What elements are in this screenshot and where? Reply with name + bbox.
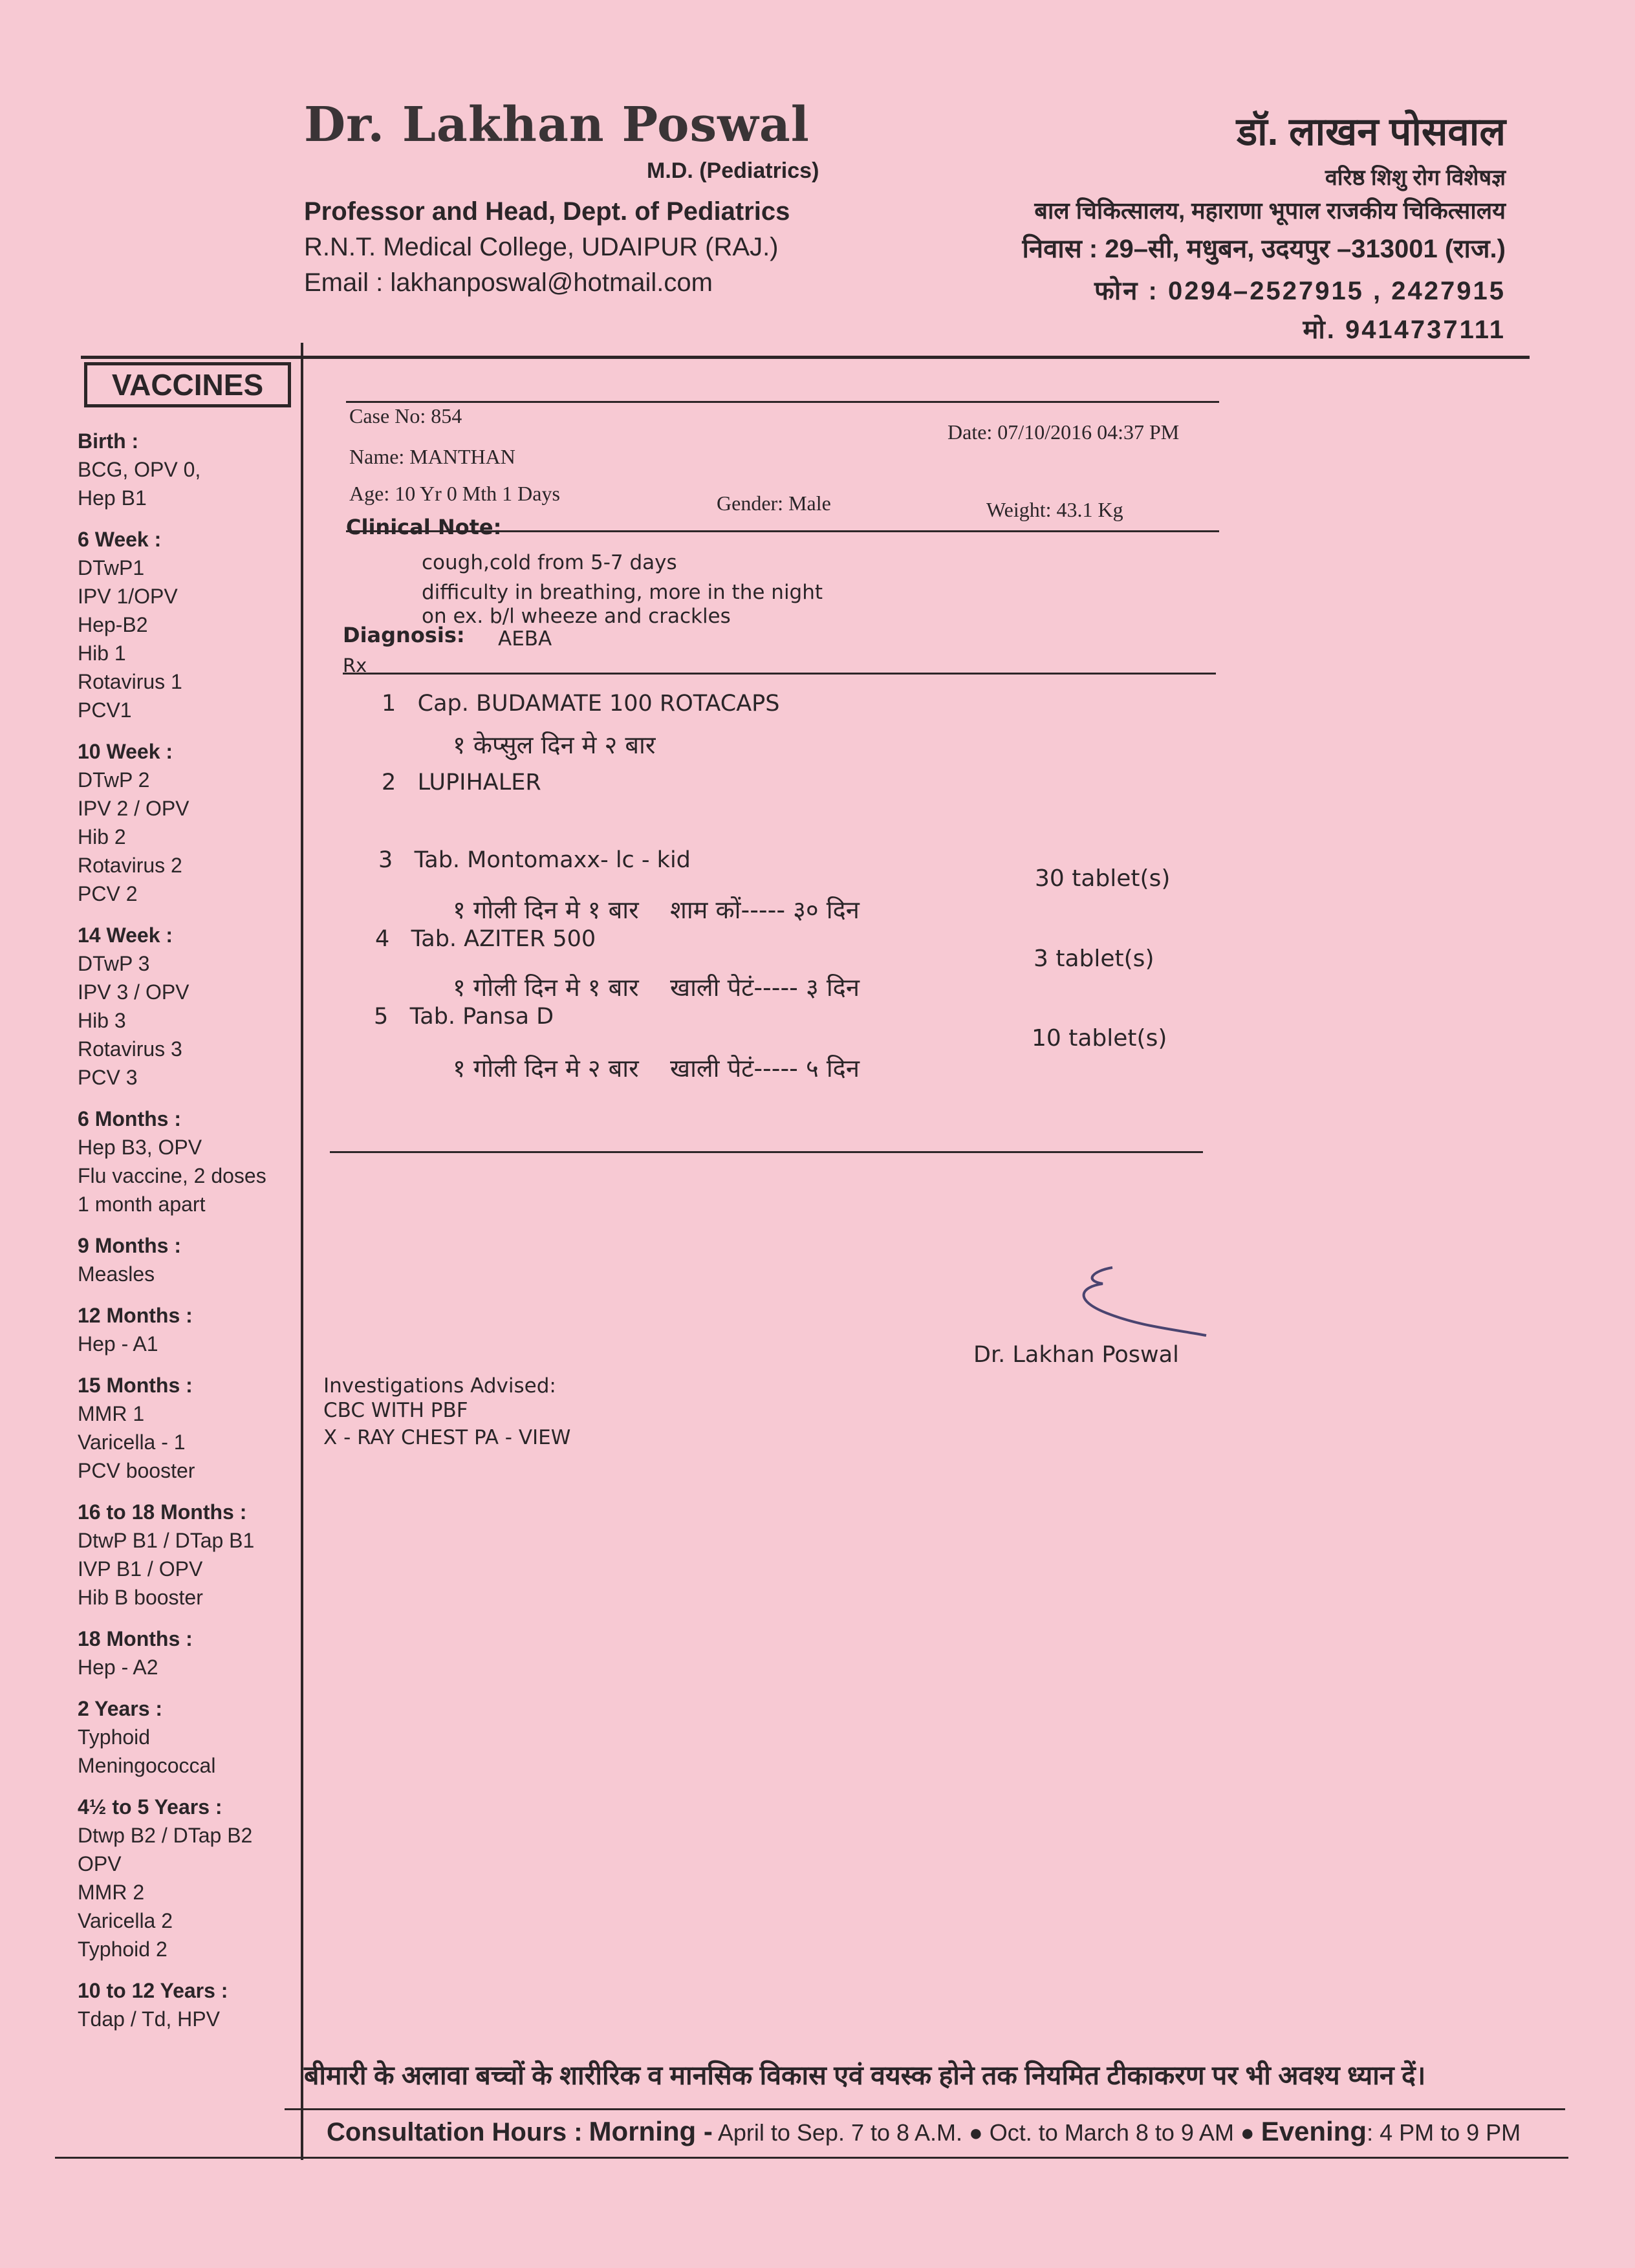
vaccine-item: DtwP B1 / DTap B1 — [78, 1529, 255, 1552]
vaccine-group — [78, 921, 291, 1092]
vaccine-schedule-list — [78, 427, 291, 2046]
patient-top-rule — [346, 401, 1219, 403]
patient-weight: Weight: 43.1 Kg — [986, 498, 1123, 521]
rx-item-number: 2 — [382, 770, 396, 795]
vaccine-group-heading: 10 to 12 Years : — [78, 1979, 228, 2002]
investigation-item: CBC WITH PBF — [323, 1399, 468, 1422]
vaccine-item: Rotavirus 1 — [78, 670, 182, 693]
doctor-college: R.N.T. Medical College, UDAIPUR (RAJ.) — [304, 233, 779, 261]
vaccine-item: PCV booster — [78, 1459, 195, 1482]
vaccine-group — [78, 1625, 291, 1681]
rx-item-number: 3 — [378, 847, 393, 873]
signature-mark — [1067, 1255, 1216, 1339]
rx-item-dosage: १ गोली दिन मे २ बार खाली पेटं----- ५ दिन — [453, 1054, 860, 1083]
patient-age: Age: 10 Yr 0 Mth 1 Days — [349, 482, 560, 505]
vaccine-item: Measles — [78, 1262, 155, 1286]
vaccine-item: DTwP1 — [78, 556, 145, 579]
vaccine-item: PCV 3 — [78, 1066, 138, 1089]
vaccine-item: BCG, OPV 0, — [78, 458, 201, 481]
rx-item-drug: Tab. Montomaxx- lc - kid — [414, 847, 691, 873]
vaccine-group — [78, 1793, 291, 1963]
vaccine-item: Hib 3 — [78, 1009, 126, 1032]
rx-item — [382, 691, 779, 717]
vaccine-item: Hep B3, OPV — [78, 1136, 202, 1159]
vaccine-item: Hib 1 — [78, 642, 126, 665]
vaccine-group-heading: Birth : — [78, 429, 139, 453]
vaccine-item: Hep B1 — [78, 486, 147, 510]
doctor-name: Dr. Lakhan Poswal — [304, 97, 810, 153]
investigation-item: X - RAY CHEST PA - VIEW — [323, 1426, 571, 1449]
rx-item — [378, 847, 691, 873]
vaccine-item: IPV 1/OPV — [78, 585, 178, 608]
vaccine-group — [78, 1301, 291, 1358]
rx-item-dosage: १ गोली दिन मे १ बार शाम कों----- ३० दिन — [453, 896, 860, 924]
vaccine-item: IPV 2 / OPV — [78, 797, 189, 820]
rx-end-rule — [330, 1151, 1203, 1153]
doctor-email: Email : lakhanposwal@hotmail.com — [304, 268, 713, 297]
vaccine-item: Varicella 2 — [78, 1909, 173, 1932]
rx-item-drug: Tab. Pansa D — [409, 1004, 554, 1030]
doctor-degree: M.D. (Pediatrics) — [647, 158, 819, 183]
patient-name: Name: MANTHAN — [349, 445, 515, 468]
vaccine-item: Hep - A2 — [78, 1656, 158, 1679]
doctor-position: Professor and Head, Dept. of Pediatrics — [304, 197, 790, 226]
patient-gender: Gender: Male — [717, 491, 831, 515]
vaccine-group — [78, 1231, 291, 1288]
clinical-note-label: Clinical Note: — [346, 515, 502, 539]
investigations-label: Investigations Advised: — [323, 1374, 556, 1398]
vaccine-item: Typhoid 2 — [78, 1938, 168, 1961]
vaccine-group — [78, 737, 291, 908]
rx-item-dosage: १ गोली दिन मे १ बार खाली पेटं----- ३ दिन — [453, 973, 860, 1002]
vaccine-item: 1 month apart — [78, 1193, 206, 1216]
vaccine-group-heading: 10 Week : — [78, 740, 173, 763]
vaccine-group — [78, 1105, 291, 1218]
vaccine-group-heading: 16 to 18 Months : — [78, 1500, 247, 1524]
diagnosis-rule — [343, 673, 1216, 675]
doctor-specialty-hindi: वरिष्ठ शिशु रोग विशेषज्ञ — [1325, 166, 1506, 190]
vaccine-item: Varicella - 1 — [78, 1431, 186, 1454]
rx-item-drug: Cap. BUDAMATE 100 ROTACAPS — [417, 691, 780, 717]
rx-item-number: 1 — [382, 691, 396, 717]
rx-item-number: 5 — [374, 1004, 389, 1030]
diagnosis-value: AEBA — [498, 627, 552, 651]
clinical-note-line: cough,cold from 5-7 days — [422, 551, 677, 574]
address-hindi: निवास : 29–सी, मधुबन, उदयपुर –313001 (राज.) — [1022, 235, 1506, 263]
vaccine-item: Flu vaccine, 2 doses — [78, 1164, 266, 1187]
vaccine-group — [78, 1371, 291, 1485]
rx-item-number: 4 — [375, 926, 390, 952]
vaccine-item: PCV1 — [78, 698, 132, 722]
footer-top-rule — [285, 2108, 1565, 2110]
vaccine-group-heading: 18 Months : — [78, 1627, 193, 1650]
consultation-hours — [327, 2116, 1521, 2147]
vaccine-item: Meningococcal — [78, 1754, 216, 1777]
rx-item-quantity: 10 tablet(s) — [1032, 1025, 1167, 1052]
vaccine-item: Rotavirus 3 — [78, 1037, 182, 1061]
vaccine-item: PCV 2 — [78, 882, 138, 905]
vaccine-item: Typhoid — [78, 1725, 151, 1749]
vaccine-group-heading: 14 Week : — [78, 923, 173, 947]
vaccine-group — [78, 1976, 291, 2033]
vaccine-item: Dtwp B2 / DTap B2 — [78, 1824, 253, 1847]
signature-name: Dr. Lakhan Poswal — [973, 1342, 1179, 1368]
phone-hindi: फोन : 0294–2527915 , 2427915 — [1094, 277, 1506, 305]
vaccine-item: Tdap / Td, HPV — [78, 2007, 220, 2031]
header-divider — [81, 356, 1530, 359]
vaccine-item: OPV — [78, 1852, 122, 1875]
morning-label: Morning - — [589, 2116, 713, 2146]
vaccine-item: Hep-B2 — [78, 613, 148, 636]
vaccine-item: IVP B1 / OPV — [78, 1557, 203, 1581]
vaccine-group — [78, 427, 291, 512]
evening-label: Evening — [1261, 2116, 1367, 2146]
vaccine-group-heading: 4½ to 5 Years : — [78, 1795, 222, 1819]
sidebar-divider — [301, 343, 303, 2160]
clinical-note-line: on ex. b/l wheeze and crackles — [422, 605, 731, 628]
doctor-name-hindi: डॉ. लाखन पोसवाल — [1236, 110, 1506, 153]
vaccine-group — [78, 525, 291, 724]
vaccine-group — [78, 1694, 291, 1780]
vaccine-item: DTwP 3 — [78, 952, 150, 975]
visit-date: Date: 07/10/2016 04:37 PM — [947, 420, 1180, 444]
rx-item-drug: LUPIHALER — [417, 770, 541, 795]
vaccines-title: VACCINES — [84, 362, 291, 407]
vaccine-item: MMR 1 — [78, 1402, 145, 1425]
vaccine-group-heading: 9 Months : — [78, 1234, 181, 1257]
rx-item-quantity: 3 tablet(s) — [1034, 945, 1154, 972]
rx-item — [382, 770, 541, 795]
vaccine-group-heading: 6 Months : — [78, 1107, 181, 1130]
vaccine-group-heading: 2 Years : — [78, 1697, 163, 1720]
hospital-hindi: बाल चिकित्सालय, महाराणा भूपाल राजकीय चिकित्सालय — [1034, 197, 1506, 224]
rx-item-dosage: १ केप्सुल दिन मे २ बार — [453, 731, 656, 759]
footer-vaccination-note: बीमारी के अलावा बच्चों के शारीरिक व मानसिक विकास एवं वयस्क होने तक नियमित टीकाकरण पर भी अवश्य ध्यान दें। — [304, 2060, 1426, 2090]
case-number: Case No: 854 — [349, 404, 462, 427]
vaccine-item: MMR 2 — [78, 1881, 145, 1904]
vaccine-item: Hep - A1 — [78, 1332, 158, 1355]
hours-label: Consultation Hours : — [327, 2118, 583, 2146]
rx-item-drug: Tab. AZITER 500 — [411, 926, 596, 952]
rx-label: Rx — [343, 654, 367, 676]
vaccine-item: IPV 3 / OPV — [78, 980, 189, 1004]
vaccine-group-heading: 12 Months : — [78, 1304, 193, 1327]
vaccine-item: Hib 2 — [78, 825, 126, 848]
morning-hours: April to Sep. 7 to 8 A.M. ● Oct. to March 8 to 9 AM ● — [717, 2119, 1255, 2146]
vaccine-group-heading: 6 Week : — [78, 528, 162, 551]
vaccine-group — [78, 1498, 291, 1612]
evening-hours: : 4 PM to 9 PM — [1367, 2119, 1521, 2146]
vaccine-item: Hib B booster — [78, 1586, 203, 1609]
mobile-hindi: मो. 9414737111 — [1303, 316, 1506, 344]
vaccine-group-heading: 15 Months : — [78, 1374, 193, 1397]
vaccine-item: Rotavirus 2 — [78, 854, 182, 877]
rx-item — [374, 1004, 554, 1030]
footer-bottom-rule — [55, 2157, 1568, 2159]
diagnosis-label: Diagnosis: — [343, 623, 465, 647]
rx-item-quantity: 30 tablet(s) — [1035, 865, 1171, 892]
rx-item — [375, 926, 596, 952]
vaccine-item: DTwP 2 — [78, 768, 150, 792]
clinical-note-line: difficulty in breathing, more in the night — [422, 581, 823, 604]
